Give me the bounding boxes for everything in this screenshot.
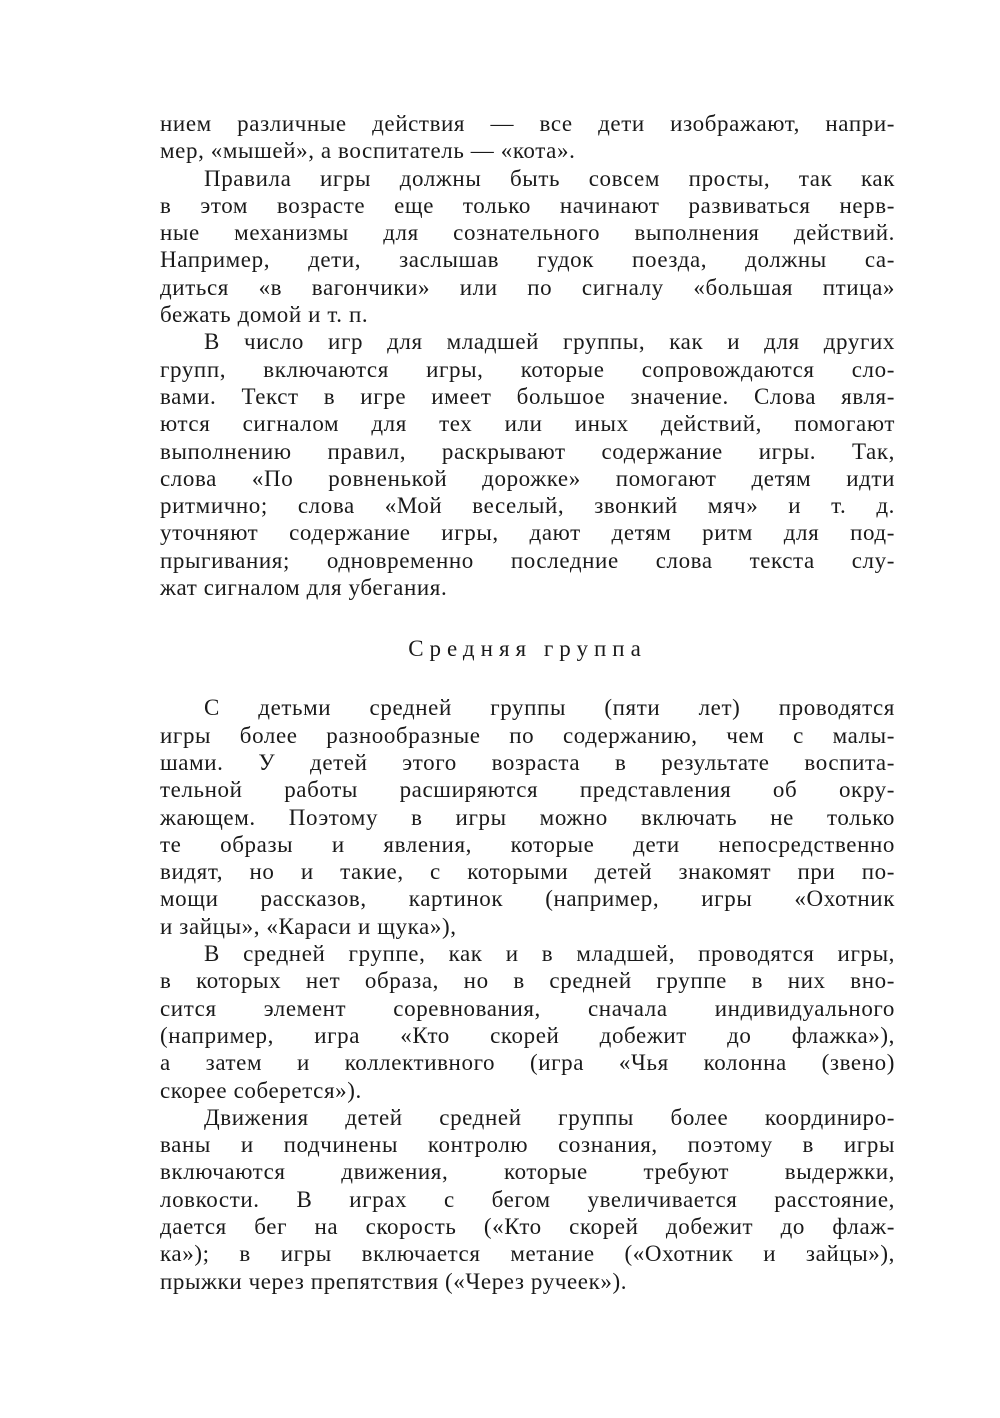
paragraph <box>160 940 895 1104</box>
text-line: бежать домой и т. п. <box>160 302 369 328</box>
text-line: Правила игры должны быть совсем просты, так как <box>204 165 895 191</box>
text-line: включаются движения, которые требуют выдержки, <box>160 1159 895 1185</box>
text-line: Движения детей средней группы более координиро- <box>204 1104 895 1130</box>
text-line: ритмично; слова «Мой веселый, звонкий мяч» и т. д. <box>160 493 895 519</box>
text-line: вами. Текст в игре имеет большое значение. Слова явля- <box>160 383 895 409</box>
text-line: выполнению правил, раскрывают содержание игры. Так, <box>160 438 895 464</box>
text-line: шами. У детей этого возраста в результате воспита- <box>160 749 895 775</box>
text-line: тельной работы расширяются представления об окру- <box>160 777 895 803</box>
paragraph <box>160 165 895 329</box>
text-line: В число игр для младшей группы, как и для других <box>204 329 895 355</box>
text-line: дается бег на скорость («Кто скорей добежит до флаж- <box>160 1213 895 1239</box>
text-line: С детьми средней группы (пяти лет) проводятся <box>204 695 895 721</box>
text-line: ные механизмы для сознательного выполнения действий. <box>160 220 895 246</box>
text-line: в которых нет образа, но в средней группе в них вно- <box>160 968 895 994</box>
section-heading: Средняя группа <box>408 636 647 662</box>
text-line: ка»); в игры включается метание («Охотник и зайцы»), <box>160 1241 895 1267</box>
text-line: ловкости. В играх с бегом увеличивается расстояние, <box>160 1186 895 1212</box>
text-line: Например, дети, заслышав гудок поезда, должны са- <box>160 247 895 273</box>
text-line: диться «в вагончики» или по сигналу «большая птица» <box>160 274 895 300</box>
paragraph <box>160 110 895 165</box>
text-line: жающем. Поэтому в игры можно включать не только <box>160 804 895 830</box>
text-line: групп, включаются игры, которые сопровождаются сло- <box>160 356 895 382</box>
text-line: слова «По ровненькой дорожке» помогают детям идти <box>160 465 895 491</box>
text-line: В средней группе, как и в младшей, проводятся игры, <box>204 941 895 967</box>
text-line: видят, но и такие, с которыми детей знакомят при по- <box>160 859 895 885</box>
paragraph <box>160 1104 895 1295</box>
text-line: скорее соберется»). <box>160 1077 362 1103</box>
text-line: ваны и подчинены контролю сознания, поэтому в игры <box>160 1132 895 1158</box>
text-line: и зайцы», «Караси и щука»), <box>160 913 457 939</box>
text-line: мощи рассказов, картинок (например, игры «Охотник <box>160 886 895 912</box>
text-line: нием различные действия — все дети изображают, напри- <box>160 111 895 136</box>
text-line: а затем и коллективного (игра «Чья колонна (звено) <box>160 1050 895 1076</box>
text-line: в этом возрасте еще только начинают развиваться нерв- <box>160 192 895 218</box>
paragraph <box>160 328 895 601</box>
text-line: сится элемент соревнования, сначала индивидуального <box>160 995 895 1021</box>
text-line: жат сигналом для убегания. <box>160 575 448 601</box>
book-page <box>160 110 895 1295</box>
text-line: те образы и явления, которые дети непосредственно <box>160 831 895 857</box>
text-line: уточняют содержание игры, дают детям ритм для под- <box>160 520 895 546</box>
text-line: прыгивания; одновременно последние слова текста слу- <box>160 547 895 573</box>
text-line: мер, «мышей», а воспитатель — «кота». <box>160 138 576 164</box>
text-line: прыжки через препятствия («Через ручеек»). <box>160 1268 628 1294</box>
text-line: игры более разнообразные по содержанию, чем с малы- <box>160 722 895 748</box>
paragraph <box>160 694 895 940</box>
text-line: (например, игра «Кто скорей добежит до флажка»), <box>160 1022 895 1048</box>
text-line: ются сигналом для тех или иных действий, помогают <box>160 411 895 437</box>
